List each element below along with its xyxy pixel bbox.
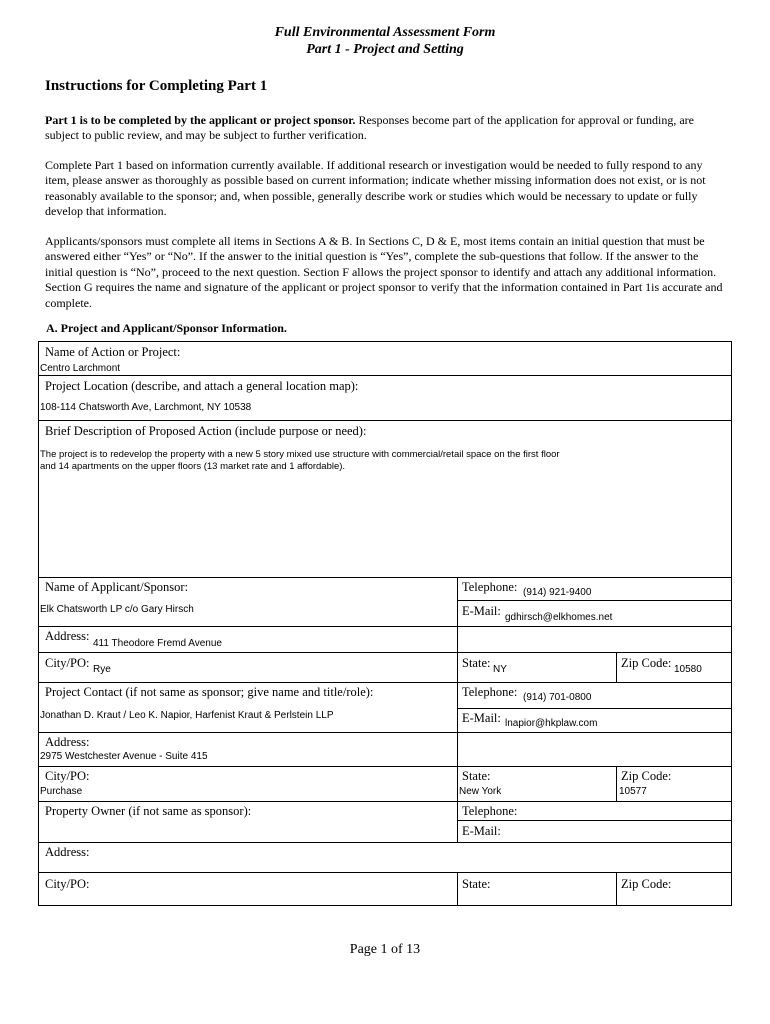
contact-state-field[interactable]: New York xyxy=(459,786,502,797)
applicant-state-label: State: xyxy=(462,656,491,670)
contact-state-label: State: xyxy=(462,769,491,783)
applicant-name-label: Name of Applicant/Sponsor: xyxy=(45,580,189,594)
applicant-zip-field[interactable]: 10580 xyxy=(674,664,702,675)
applicant-name-field[interactable]: Elk Chatsworth LP c/o Gary Hirsch xyxy=(40,604,194,615)
instructions-heading: Instructions for Completing Part 1 xyxy=(45,78,268,94)
form-subtitle: Part 1 - Project and Setting xyxy=(306,42,464,57)
project-location-label: Project Location (describe, and attach a general location map): xyxy=(45,379,359,393)
contact-name-field[interactable]: Jonathan D. Kraut / Leo K. Napior, Harfenist Kraut & Perlstein LLP xyxy=(40,710,334,721)
contact-phone-field[interactable]: (914) 701-0800 xyxy=(523,692,592,703)
action-name-field[interactable]: Centro Larchmont xyxy=(40,363,121,374)
owner-phone-label: Telephone: xyxy=(462,804,518,818)
action-name-label: Name of Action or Project: xyxy=(45,345,181,359)
owner-zip-label: Zip Code: xyxy=(621,877,672,891)
description-label: Brief Description of Proposed Action (include purpose or need): xyxy=(45,424,367,438)
instructions-paragraph-1 xyxy=(45,113,725,144)
section-a-form-table xyxy=(38,341,732,906)
section-a-heading: A. Project and Applicant/Sponsor Information. xyxy=(46,321,287,335)
instructions-paragraph-3: Applicants/sponsors must complete all items in Sections A & B. In Sections C, D & E, most items contain an initial question that must be answered either “Yes” or “No”. If the answer to the initial question is “Yes”, complete the sub-questions that follow. If the answer to the initial question is “No”, proceed to the next question. Section F allows the project sponsor to identify and attach any additional information. Section G requires the name and signature of the applicant or project sponsor to verify that the information contained in Part 1is accurate and complete. xyxy=(45,234,723,310)
owner-state-label: State: xyxy=(462,877,491,891)
contact-address-label: Address: xyxy=(45,735,90,749)
instructions-p1-text: Responses become part of the application for approval or funding, are subject to public review, and may be subject to further verification. xyxy=(45,113,694,143)
contact-email-label: E-Mail: xyxy=(462,711,501,725)
description-line-2: and 14 apartments on the upper floors (13 market rate and 1 affordable). xyxy=(40,461,346,472)
applicant-phone-label: Telephone: xyxy=(462,580,518,594)
description-line-1: The project is to redevelop the property with a new 5 story mixed use structure with commercial/retail space on the first floor xyxy=(40,449,560,460)
form-title: Full Environmental Assessment Form xyxy=(274,25,496,40)
instructions-p1-bold: Part 1 is to be completed by the applicant or project sponsor. xyxy=(45,113,356,127)
owner-name-label: Property Owner (if not same as sponsor): xyxy=(45,804,252,818)
contact-address-field[interactable]: 2975 Westchester Avenue - Suite 415 xyxy=(40,751,208,762)
project-location-field[interactable]: 108-114 Chatsworth Ave, Larchmont, NY 10538 xyxy=(40,402,252,413)
page-number: Page 1 of 13 xyxy=(349,942,421,957)
applicant-address-field[interactable]: 411 Theodore Fremd Avenue xyxy=(93,638,222,649)
applicant-zip-label: Zip Code: xyxy=(621,656,672,670)
contact-zip-field[interactable]: 10577 xyxy=(619,786,647,797)
contact-email-field[interactable]: lnapior@hkplaw.com xyxy=(505,718,598,729)
description-field[interactable] xyxy=(40,449,640,473)
applicant-email-label: E-Mail: xyxy=(462,604,501,618)
owner-address-label: Address: xyxy=(45,845,90,859)
contact-city-field[interactable]: Purchase xyxy=(40,786,83,797)
contact-city-label: City/PO: xyxy=(45,769,90,783)
contact-zip-label: Zip Code: xyxy=(621,769,672,783)
owner-city-label: City/PO: xyxy=(45,877,90,891)
applicant-city-field[interactable]: Rye xyxy=(93,664,111,675)
owner-email-label: E-Mail: xyxy=(462,824,501,838)
applicant-email-field[interactable]: gdhirsch@elkhomes.net xyxy=(505,612,613,623)
applicant-state-field[interactable]: NY xyxy=(493,664,507,675)
applicant-address-label: Address: xyxy=(45,629,90,643)
applicant-phone-field[interactable]: (914) 921-9400 xyxy=(523,587,592,598)
instructions-paragraph-2: Complete Part 1 based on information currently available. If additional research or investigation would be needed to fully respond to any item, please answer as thoroughly as possible based on current information; indicate whether missing information does not exist, or is not reasonably available to the sponsor; and, when possible, generally describe work or studies which would be necessary to update or fully develop that information. xyxy=(45,158,706,219)
contact-phone-label: Telephone: xyxy=(462,685,518,699)
contact-name-label: Project Contact (if not same as sponsor; give name and title/role): xyxy=(45,685,374,699)
applicant-city-label: City/PO: xyxy=(45,656,90,670)
